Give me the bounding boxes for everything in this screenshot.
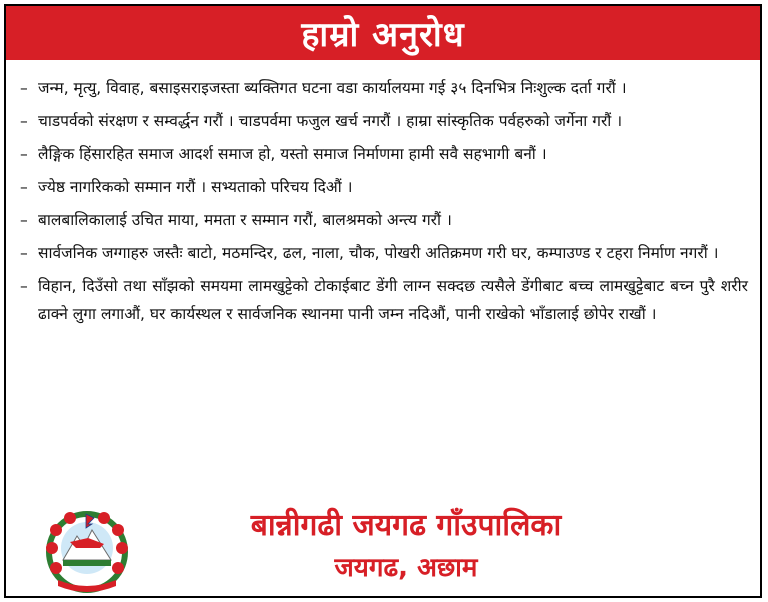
request-item: – ज्येष्ठ नागरिकको सम्मान गरौं । सभ्यताको परिचय दिऔं ।	[20, 173, 748, 201]
notice-title: हाम्रो अनुरोध	[301, 15, 465, 55]
nepal-emblem-icon	[40, 508, 134, 594]
request-item: – लैङ्गिक हिंसारहित समाज आदर्श समाज हो, यस्तो समाज निर्माणमा हामी सवै सहभागी बनौं ।	[20, 140, 748, 168]
request-item: – चाडपर्वको संरक्षण र सम्वर्द्धन गरौं । चाडपर्वमा फजुल खर्च नगरौं । हाम्रा सांस्कृतिक पर्वहरुको जर्गेना गरौं ।	[20, 107, 748, 135]
request-item: – बालबालिकालाई उचित माया, ममता र सम्मान गरौं, बालश्रमको अन्त्य गरौं ।	[20, 206, 748, 234]
organization-location: जयगढ, अछाम	[334, 553, 478, 583]
request-list	[20, 74, 748, 333]
request-item: – जन्म, मृत्यु, विवाह, बसाइसराइजस्ता ब्यक्तिगत घटना वडा कार्यालयमा गई ३५ दिनभित्र निःशुल्क दर्ता गरौं ।	[20, 74, 748, 102]
request-item: – सार्वजनिक जग्गाहरु जस्तैः बाटो, मठमन्दिर, ढल, नाला, चौक, पोखरी अतिक्रमण गरी घर, कम्पाउण्ड र टहरा निर्माण नगरौं ।	[20, 239, 748, 267]
notice-frame	[4, 4, 762, 598]
footer	[6, 498, 760, 596]
organization-name: बान्नीगढी जयगढ गाँउपालिका	[250, 508, 562, 543]
notice-header	[6, 6, 760, 60]
request-item: – विहान, दिउँसो तथा साँझको समयमा लामखुट्टेको टोकाईबाट डेंगी लाग्न सक्दछ त्यसैले डेंगीबाट बच्च लामखुट्टेबाट बच्न पुरै शरीर ढाक्ने लुगा लगाऔं, घर कार्यस्थल र सार्वजनिक स्थानमा पानी जम्न नदिऔं, पानी राखेको भाँडालाई छोपेर राखौं ।	[20, 272, 748, 328]
